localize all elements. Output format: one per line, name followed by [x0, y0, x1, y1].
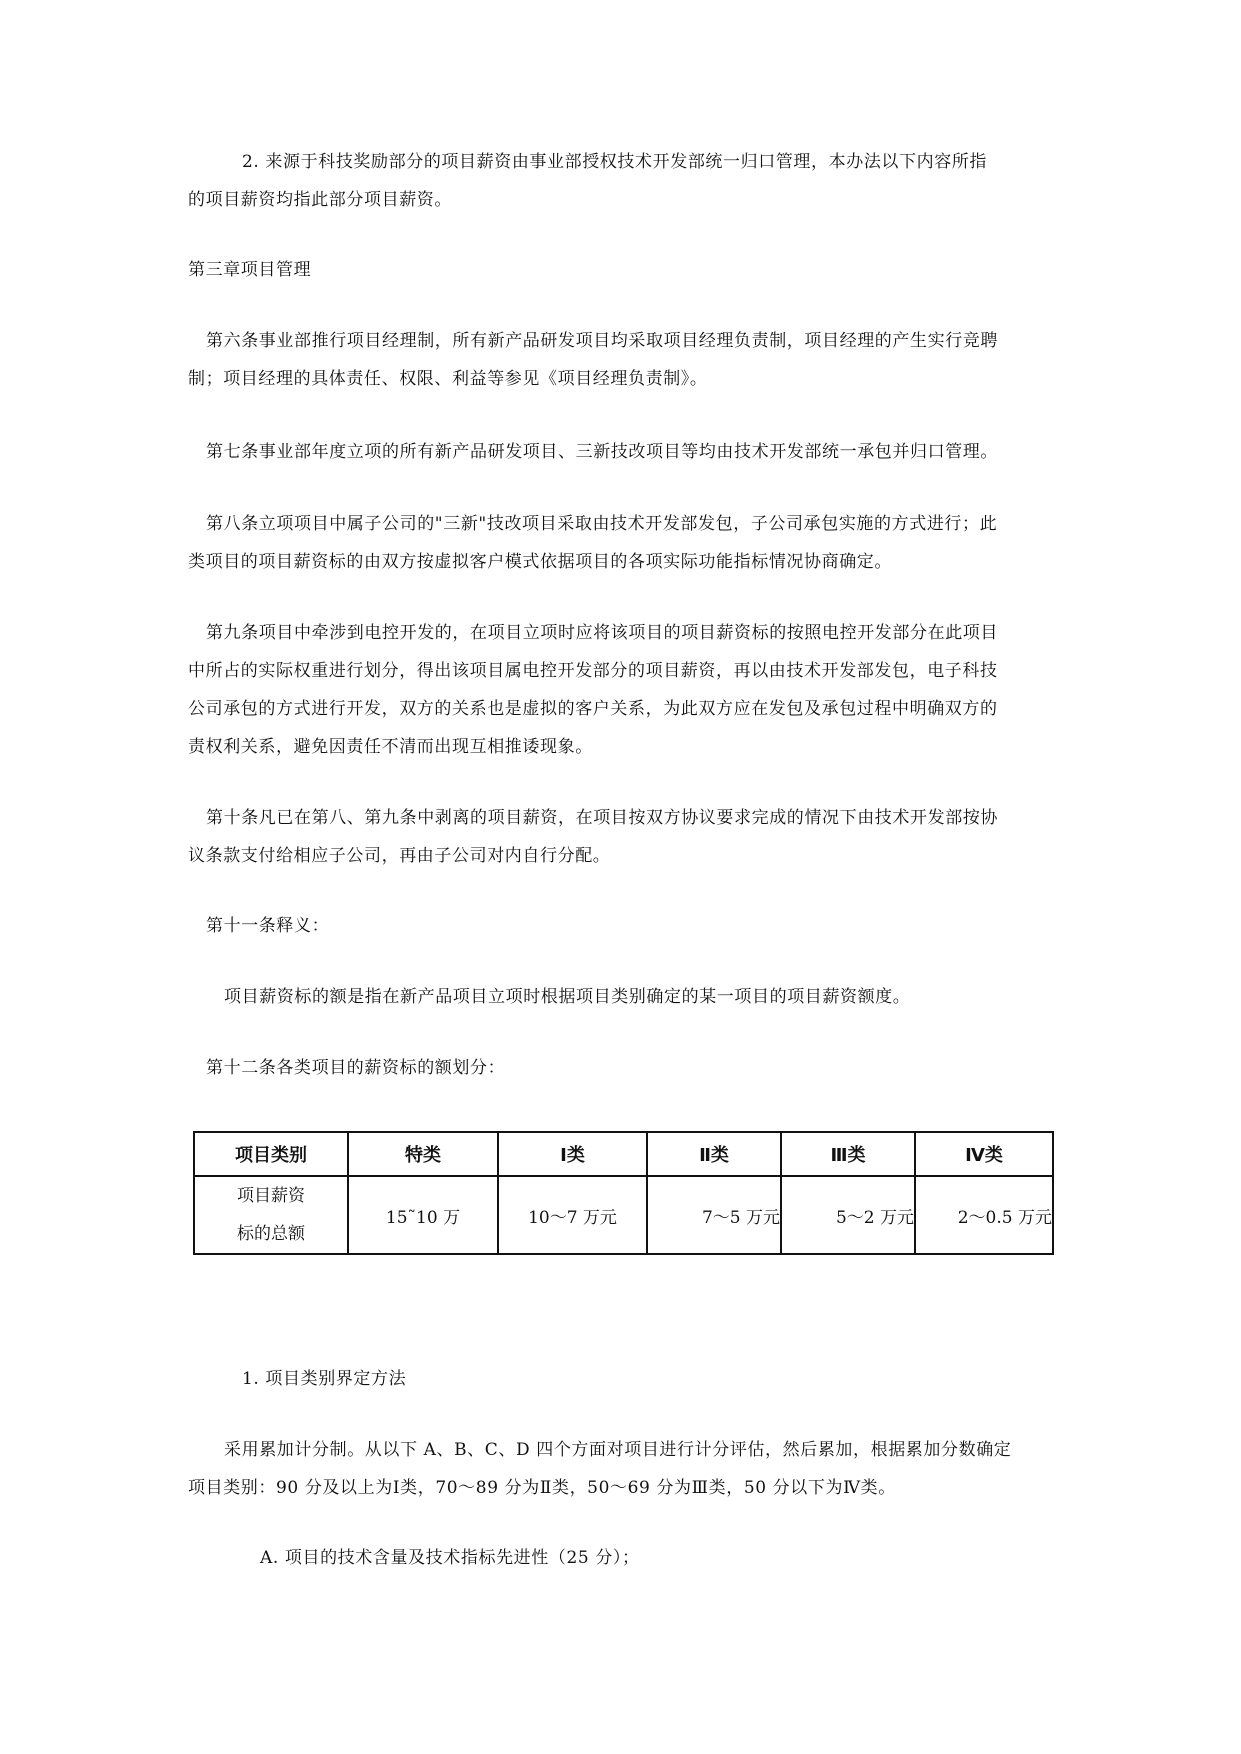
table-header-row: [194, 1132, 1053, 1176]
article-12: [188, 1049, 1056, 1087]
text-line: 类项目的项目薪资标的由双方按虚拟客户模式依据项目的各项实际功能指标情况协商确定。: [188, 552, 892, 572]
article-11-definition: [188, 978, 1056, 1016]
table-header-cell: Ⅲ类: [781, 1132, 915, 1176]
text-line: 制；项目经理的具体责任、权限、利益等参见《项目经理负责制》。: [188, 369, 708, 389]
text-line: 项目类别：90 分及以上为Ⅰ类，70～89 分为Ⅱ类，50～69 分为Ⅲ类，50 分以下为Ⅳ类。: [188, 1478, 896, 1498]
salary-table: [193, 1131, 1054, 1255]
paragraph-scoring-method: [188, 1431, 1056, 1507]
text-line: 的项目薪资均指此部分项目薪资。: [188, 190, 452, 210]
text-line: 第六条事业部推行项目经理制，所有新产品研发项目均采取项目经理负责制，项目经理的产生实行竞聘: [206, 331, 998, 351]
text-line: 项目薪资: [237, 1186, 305, 1206]
text-line: 责权利关系，避免因责任不清而出现互相推诿现象。: [188, 737, 593, 757]
text-line: 议条款支付给相应子公司，再由子公司对内自行分配。: [188, 846, 611, 866]
table-header-cell: Ⅰ类: [498, 1132, 647, 1176]
table-cell: 7～5 万元: [647, 1176, 781, 1254]
table-header-cell: 项目类别: [194, 1132, 348, 1176]
table-cell: 5～2 万元: [781, 1176, 915, 1254]
article-8: [188, 505, 1056, 581]
article-11: [188, 907, 1056, 945]
table-cell: 2～0.5 万元: [915, 1176, 1053, 1254]
text-line: 公司承包的方式进行开发，双方的关系也是虚拟的客户关系，为此双方应在发包及承包过程中明确双方的: [188, 699, 998, 719]
article-7: [188, 433, 1056, 471]
article-10: [188, 799, 1056, 875]
text-line: 第八条立项项目中属子公司的"三新"技改项目采取由技术开发部发包，子公司承包实施的方式进行；此: [206, 514, 998, 534]
text-line: 第十条凡已在第八、第九条中剥离的项目薪资，在项目按双方协议要求完成的情况下由技术开发部按协: [206, 808, 998, 828]
table-header-cell: Ⅳ类: [915, 1132, 1053, 1176]
paragraph-source-of-salary: [188, 143, 1056, 219]
text-line: 第九条项目中牵涉到电控开发的，在项目立项时应将该项目的项目薪资标的按照电控开发部分在此项目: [206, 623, 998, 643]
text-line: 项目薪资标的额是指在新产品项目立项时根据项目类别确定的某一项目的项目薪资额度。: [224, 987, 911, 1007]
table-row-label: [194, 1176, 348, 1254]
text-line: 第七条事业部年度立项的所有新产品研发项目、三新技改项目等均由技术开发部统一承包并归口管理。: [206, 442, 998, 462]
criterion-a: [188, 1539, 1056, 1577]
table-cell: 15˜10 万: [348, 1176, 498, 1254]
table-cell: 10～7 万元: [498, 1176, 647, 1254]
text-line: 第三章项目管理: [188, 260, 312, 280]
text-line: 标的总额: [237, 1224, 305, 1244]
text-line: 中所占的实际权重进行划分，得出该项目属电控开发部分的项目薪资，再以由技术开发部发包，电子科技: [188, 661, 998, 681]
text-line: 第十一条释义：: [206, 916, 330, 936]
table-header-cell: Ⅱ类: [647, 1132, 781, 1176]
text-line: 采用累加计分制。从以下 A、B、C、D 四个方面对项目进行计分评估，然后累加，根据累加分数确定: [224, 1440, 1012, 1460]
text-line: 第十二条各类项目的薪资标的额划分：: [206, 1058, 506, 1078]
table-row: [194, 1176, 1053, 1254]
chapter-heading: [188, 251, 1056, 289]
text-line: 1. 项目类别界定方法: [242, 1369, 407, 1389]
text-line: A. 项目的技术含量及技术指标先进性（25 分）；: [260, 1548, 640, 1568]
section-heading-classification: [188, 1360, 1056, 1398]
article-9: [188, 614, 1056, 766]
table-header-cell: 特类: [348, 1132, 498, 1176]
text-line: 2. 来源于科技奖励部分的项目薪资由事业部授权技术开发部统一归口管理，本办法以下内容所指: [242, 152, 988, 172]
article-6: [188, 322, 1056, 398]
